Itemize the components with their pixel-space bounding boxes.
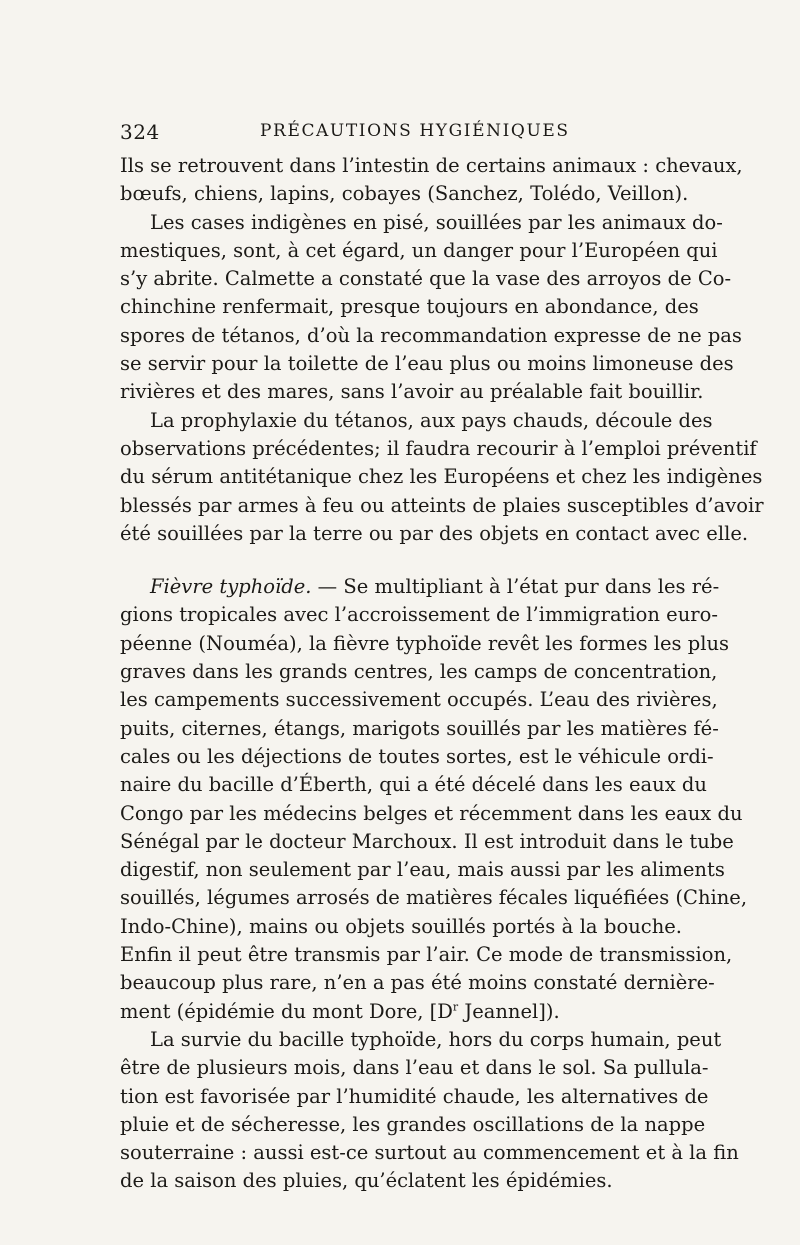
- text-line: cales ou les déjections de toutes sortes, est le véhicule ordi-: [120, 744, 714, 768]
- body-text: [120, 152, 764, 1196]
- text-line: observations précédentes; il faudra recourir à l’emploi préventif: [120, 436, 757, 460]
- text-line-content: — Se multipliant à l’état pur dans les ré-: [311, 575, 720, 599]
- text-line: naire du bacille d’Éberth, qui a été décelé dans les eaux du: [120, 773, 707, 797]
- running-title: PRÉCAUTIONS HYGIÉNIQUES: [260, 121, 570, 141]
- superscript: r: [452, 1000, 459, 1014]
- text-line: tion est favorisée par l’humidité chaude, les alternatives de: [120, 1084, 709, 1108]
- text-line: Ils se retrouvent dans l’intestin de certains animaux : chevaux,: [120, 154, 743, 177]
- text-line: s’y abrite. Calmette a constaté que la vase des arroyos de Co-: [120, 267, 732, 291]
- text-line: puits, citernes, étangs, marigots souillés par les matières fé-: [120, 716, 719, 740]
- text-line-content: ment (épidémie du mont Dore, [D: [120, 999, 453, 1023]
- text-line: gions tropicales avec l’accroissement de l’immigration euro-: [120, 603, 718, 627]
- text-line: La survie du bacille typhoïde, hors du corps humain, peut: [150, 1027, 722, 1051]
- text-line: graves dans les grands centres, les camps de concentration,: [120, 660, 718, 684]
- text-line: blessés par armes à feu ou atteints de plaies susceptibles d’avoir: [120, 493, 764, 517]
- text-line: Enfin il peut être transmis par l’air. Ce mode de transmission,: [120, 943, 733, 967]
- text-line: chinchine renfermait, presque toujours en abondance, des: [120, 295, 699, 319]
- text-line: été souillées par la terre ou par des objets en contact avec elle.: [120, 521, 749, 545]
- text-line: souterraine : aussi est-ce surtout au commencement et à la fin: [120, 1141, 739, 1165]
- text-line: Les cases indigènes en pisé, souillées par les animaux do-: [150, 210, 723, 234]
- text-line: bœufs, chiens, lapins, cobayes (Sanchez, Tolédo, Veillon).: [120, 182, 689, 206]
- text-line: les campements successivement occupés. L’eau des rivières,: [120, 688, 718, 712]
- text-line: péenne (Nouméa), la fièvre typhoïde revêt les formes les plus: [120, 631, 730, 655]
- paragraph-gap: [120, 548, 682, 573]
- page-number: 324: [120, 120, 160, 144]
- section-heading: Fièvre typhoïde.: [150, 575, 312, 599]
- text-line: être de plusieurs mois, dans l’eau et dans le sol. Sa pullula-: [120, 1056, 709, 1080]
- text-line: rivières et des mares, sans l’avoir au préalable fait bouillir.: [120, 380, 704, 404]
- page-header: [120, 120, 682, 150]
- text-line: du sérum antitétanique chez les Européens et chez les indigènes: [120, 465, 763, 489]
- text-line: spores de tétanos, d’où la recommandation expresse de ne pas: [120, 323, 742, 347]
- text-line: [120, 998, 682, 1026]
- text-line: La prophylaxie du tétanos, aux pays chauds, découle des: [150, 408, 713, 432]
- text-line: mestiques, sont, à cet égard, un danger pour l’Européen qui: [120, 238, 718, 262]
- text-line: Indo-Chine), mains ou objets souillés portés à la bouche.: [120, 914, 682, 938]
- text-line: beaucoup plus rare, n’en a pas été moins constaté dernière-: [120, 971, 715, 995]
- text-line: [120, 573, 720, 601]
- text-line: digestif, non seulement par l’eau, mais aussi par les aliments: [120, 858, 725, 882]
- text-line-content: Jeannel]).: [458, 999, 560, 1023]
- text-line: se servir pour la toilette de l’eau plus ou moins limoneuse des: [120, 352, 734, 376]
- text-line: souillés, légumes arrosés de matières fécales liquéfiées (Chine,: [120, 886, 748, 910]
- text-line: Congo par les médecins belges et récemment dans les eaux du: [120, 801, 743, 825]
- text-line: pluie et de sécheresse, les grandes oscillations de la nappe: [120, 1112, 706, 1136]
- text-line: Sénégal par le docteur Marchoux. Il est introduit dans le tube: [120, 829, 734, 853]
- text-line: de la saison des pluies, qu’éclatent les épidémies.: [120, 1169, 613, 1193]
